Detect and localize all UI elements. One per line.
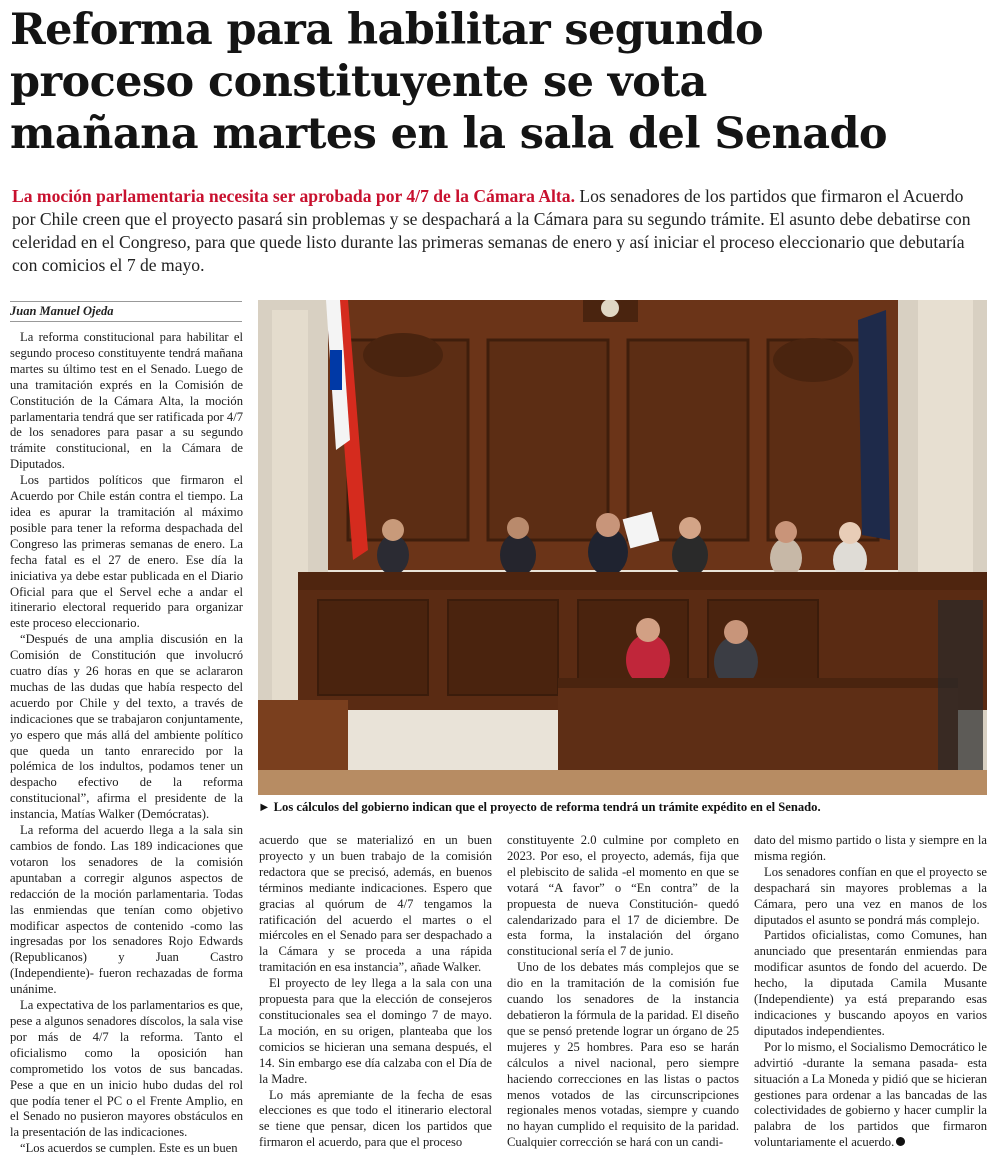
headline-line-3: mañana martes en la sala del Senado	[10, 109, 888, 159]
paragraph: El proyecto de ley llega a la sala con una propuesta para que la elección de consejeros constitucionales sea el domingo 7 de mayo. La moción, en su origen, planteaba que los comicios se hicieran una semana después, el 14. Sin embargo ese día calzaba con el Día de la Madre.	[259, 976, 492, 1086]
paragraph: Los partidos políticos que firmaron el Acuerdo por Chile están contra el tiempo. La idea es apurar la tramitación al máximo posible para tener la reforma despachada del Congreso las primeras semanas de enero. La fecha fatal es el 27 de enero. Ese día la iniciativa ya debe estar publicada en el Diario Oficial para que el Servel eche a andar el itinerario electoral requerido para organizar este proceso eleccionario.	[10, 473, 243, 631]
headline	[10, 4, 990, 160]
paragraph: “Después de una amplia discusión en la Comisión de Constitución que involucró cuatro días y 26 horas en que se aclararon muchas de las dudas que había respecto del acuerdo por Chile y del texto, a través de indicaciones que se trabajaron conjuntamente, yo espero que más allá del ambiente político que queda un tanto enrarecido por la polémica de los indultos, podamos tener un despacho efectivo de la reforma constitucional”, afirma el presidente de la instancia, Matías Walker (Demócratas).	[10, 632, 243, 822]
body-column-1	[10, 330, 243, 1160]
lead-highlight: La moción parlamentaria necesita ser aprobada por 4/7 de la Cámara Alta.	[12, 186, 575, 206]
paragraph: “Los acuerdos se cumplen. Este es un buen	[20, 1141, 238, 1156]
paragraph: Lo más apremiante de la fecha de esas elecciones es que todo el itinerario electoral se tiene que pensar, dicen los partidos que firmaron el acuerdo, para que el proceso	[259, 1087, 492, 1150]
paragraph: Uno de los debates más complejos que se dio en la tramitación de la comisión fue cuando los senadores de la instancia debatieron la fórmula de la paridad. El diseño que se pensó pretende lograr un órgano de 25 mujeres y 25 hombres. Para eso se harán cálculos a nivel nacional, pero siempre haciendo correcciones en las listas o pactos menos votados de las circunscripciones regionales menos votadas, siempre y cuando no hayan cumplido el requisito de la paridad. Cualquier corrección se hará con un candi-	[507, 960, 739, 1150]
paragraph: constituyente 2.0 culmine por completo en 2023. Por eso, el proyecto, además, fija que el plebiscito de salida -el momento en que se votará “A favor” o “En contra” de la propuesta de nueva Constitución- quedó calendarizado para el 17 de diciembre. De esta forma, la instalación del órgano constitucional sería el 7 de junio.	[507, 833, 739, 959]
lead-paragraph	[12, 185, 982, 277]
paragraph: La reforma constitucional para habilitar el segundo proceso constituyente tendrá mañana martes su último test en el Senado. Luego de una tramitación exprés en la Comisión de Constitución de la Cámara Alta, la moción parlamentaria tendrá que ser ratificada por 4/7 de los senadores para pasar a su segundo trámite constitucional, en la Cámara de Diputados.	[10, 330, 243, 472]
paragraph-text: Por lo mismo, el Socialismo Democrático le advirtió -durante la semana pasada- esta situación a La Moneda y pidió que se hicieran gestiones para ordenar a las bancadas de las colectividades de gobierno y hacer cumplir la palabra de los partidos que firmaron voluntariamente el acuerdo.	[754, 1039, 987, 1150]
end-of-article-icon	[896, 1137, 905, 1146]
photo-caption	[258, 800, 987, 815]
senate-session-photo	[258, 300, 987, 795]
byline: Juan Manuel Ojeda	[10, 301, 242, 322]
paragraph: La reforma del acuerdo llega a la sala sin cambios de fondo. Las 189 indicaciones que votaron los senadores de la comisión apuntaban a corregir algunos aspectos de redacción de la moción parlamentaria. Todas las enmiendas que tenían como objetivo modificar aspectos de contenido -como las ingresadas por los senadores Rojo Edwards (Republicanos) y Juan Castro (Independiente)- fueron rechazadas de forma unánime.	[10, 823, 243, 997]
paragraph: Partidos oficialistas, como Comunes, han anunciado que presentarán enmiendas para modificar asuntos de fondo del acuerdo. De hecho, la diputada Camila Musante (Independiente) ya está preparando esas indicaciones y buscando apoyos en varios diputados independientes.	[754, 928, 987, 1038]
body-column-2	[259, 833, 492, 1159]
headline-line-2: proceso constituyente se vota	[10, 57, 707, 107]
body-column-4	[754, 833, 987, 1159]
lead-text: Los senadores de los partidos que firmaron el Acuerdo por Chile creen que el proyecto pasará sin problemas y se despachará a la Cámara para su segundo trámite. El asunto debe debatirse con celeridad en el Congreso, para que quede listo durante las primeras semanas de enero y así iniciar el proceso eleccionario que debutaría con comicios el 7 de mayo.	[12, 186, 971, 275]
paragraph: dato del mismo partido o lista y siempre en la misma región.	[754, 833, 987, 863]
headline-line-1: Reforma para habilitar segundo	[10, 5, 764, 55]
caption-marker-icon: ►	[258, 800, 271, 814]
body-column-3	[507, 833, 739, 1159]
paragraph: Los senadores confían en que el proyecto se despachará sin mayores problemas a la Cámara, pero una vez en manos de los diputados el asunto se pondrá más complejo.	[754, 864, 987, 927]
paragraph: La expectativa de los parlamentarios es que, pese a algunos senadores díscolos, la sala vise por más de 4/7 la reforma. Tanto el oficialismo como la oposición han comprometido los votos de sus bancadas. Pese a que en un inicio hubo dudas del rol que podía tener el PC o el Frente Amplio, en el Senado no pusieron mayores obstáculos en la presentación de las indicaciones.	[10, 998, 243, 1140]
paragraph	[754, 1040, 987, 1151]
caption-text: Los cálculos del gobierno indican que el proyecto de reforma tendrá un trámite expédito en el Senado.	[273, 800, 821, 814]
paragraph: acuerdo que se materializó en un buen proyecto y un buen trabajo de la comisión redactora que se precisó, además, en buenos términos mediante indicaciones. Espero que gracias al quórum de 4/7 tengamos la ratificación del acuerdo el martes o el miércoles en el Senado para ser despachado a la Cámara y se proceda a una rápida tramitación en esa instancia”, añade Walker.	[259, 833, 492, 975]
